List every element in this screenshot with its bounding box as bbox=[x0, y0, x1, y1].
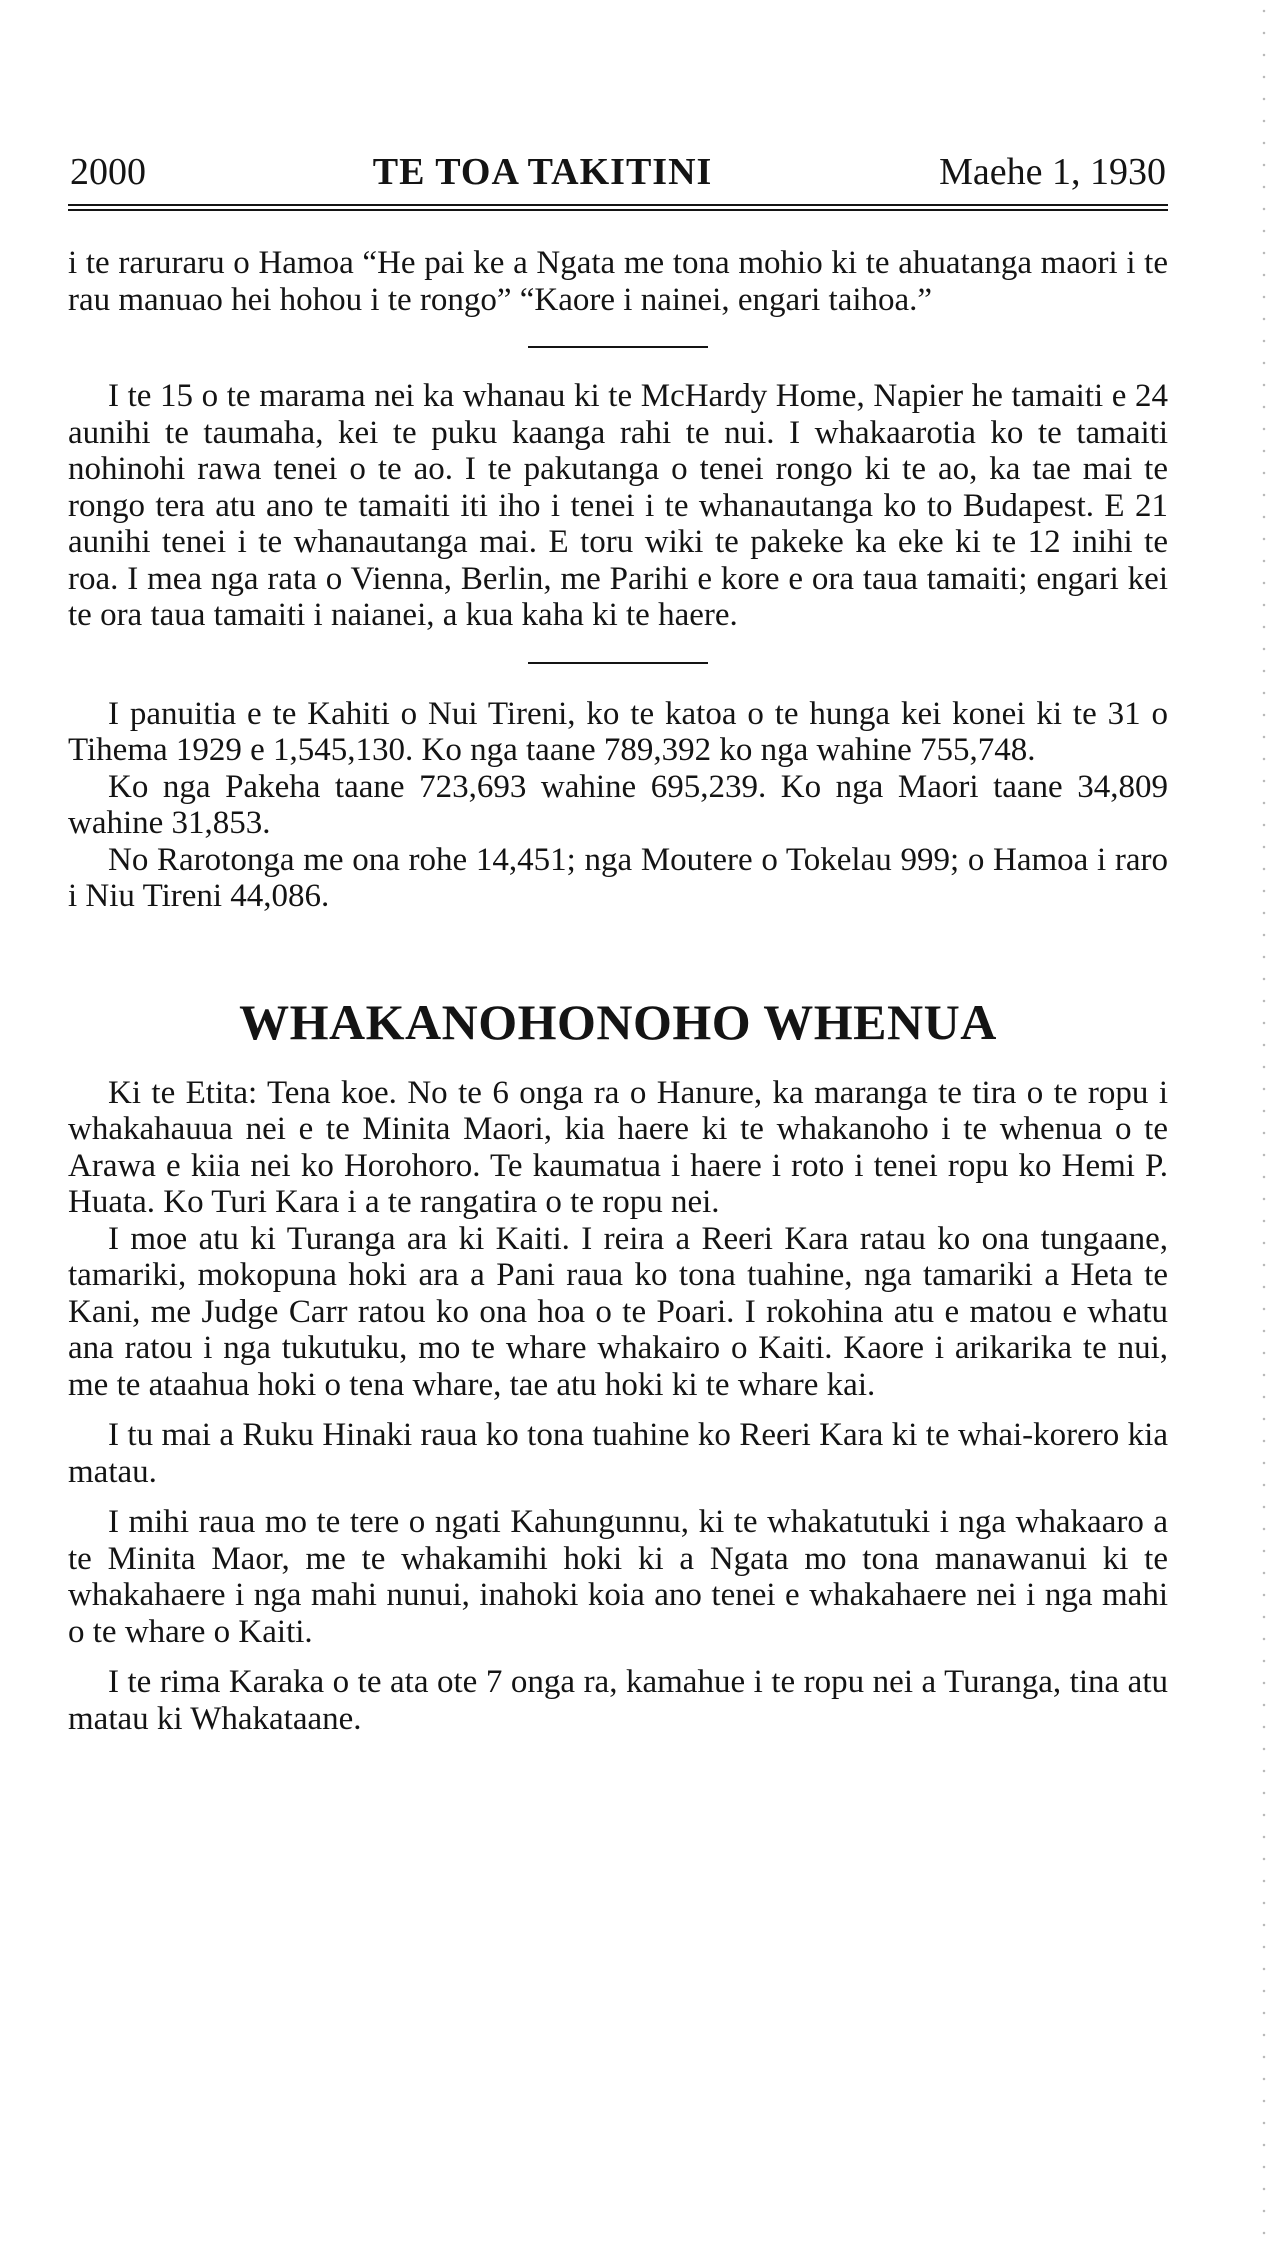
article-paragraph: I moe atu ki Turanga ara ki Kaiti. I reira a Reeri Kara ratau ko ona tungaane, tamariki, mokopuna hoki ara a Pani raua ko tona tuahine, nga tamariki a Heta te Kani, me Judge Carr ratou ko ona hoa o te Poari. I rokohina atu e matou e whatu ana ratou i nga tukutuku, mo te whare whakairo o Kaiti. Kaore i arikarika te nui, me te ataahua hoki o tena whare, tae atu hoki ki te whare kai. bbox=[68, 1220, 1168, 1403]
section-divider bbox=[528, 662, 708, 664]
page-header bbox=[68, 150, 1168, 204]
article-paragraph: Ki te Etita: Tena koe. No te 6 onga ra o Hanure, ka maranga te tira o te ropu i whakahauua nei e te Minita Maori, kia haere ki te whakanoho i te whenua o te Arawa e kiia nei ko Horohoro. Te kaumatua i haere i roto i tenei ropu ko Hemi P. Huata. Ko Turi Kara i a te rangatira o te ropu nei. bbox=[68, 1074, 1168, 1220]
issue-date: Maehe 1, 1930 bbox=[939, 151, 1166, 193]
section-divider bbox=[528, 346, 708, 348]
page-edge-dots bbox=[1262, 0, 1266, 2247]
page-number: 2000 bbox=[70, 151, 146, 193]
article-paragraph: I tu mai a Ruku Hinaki raua ko tona tuahine ko Reeri Kara ki te whai-korero kia matau. bbox=[68, 1417, 1168, 1490]
article-paragraph: I mihi raua mo te tere o ngati Kahungunnu, ki te whakatutuki i nga whakaaro a te Minita Maor, me te whakamihi hoki ki a Ngata mo tona manawanui ki te whakahaere i nga mahi nunui, inahoki koia ano tenei e whakahaere nei i nga mahi o te whare o Kaiti. bbox=[68, 1504, 1168, 1650]
census-paragraph-total: I panuitia e te Kahiti o Nui Tireni, ko te katoa o te hunga kei konei ki te 31 o Tihema 1929 e 1,545,130. Ko nga taane 789,392 ko nga wahine 755,748. bbox=[68, 695, 1168, 768]
publication-title: TE TOA TAKITINI bbox=[372, 151, 713, 193]
news-paragraph-birth: I te 15 o te marama nei ka whanau ki te McHardy Home, Napier he tamaiti e 24 aunihi te taumaha, kei te puku kaanga rahi te nui. I whakaarotia ko te tamaiti nohinohi rawa tenei o te ao. I te pakutanga o tenei rongo ki te ao, ka tae mai te rongo tera atu ano te tamaiti iti iho i tenei i te whanautanga ko to Budapest. E 21 aunihi tenei i te whanautanga mai. E toru wiki te pakeke ka eke ki te 12 inihi te roa. I mea nga rata o Vienna, Berlin, me Parihi e kore e ora taua tamaiti; engari kei te ora taua tamaiti i naianei, a kua kaha ki te haere. bbox=[68, 378, 1168, 633]
census-paragraph-pakeha-maori: Ko nga Pakeha taane 723,693 wahine 695,239. Ko nga Maori taane 34,809 wahine 31,853. bbox=[68, 768, 1168, 841]
continued-paragraph: i te raruraru o Hamoa “He pai ke a Ngata me tona mohio ki te ahuatanga maori i te rau manuao hei hohou i te rongo” “Kaore i nainei, engari taihoa.” bbox=[68, 245, 1168, 318]
article-heading: WHAKANOHONOHO WHENUA bbox=[239, 993, 997, 1050]
article-paragraph: I te rima Karaka o te ata ote 7 onga ra, kamahue i te ropu nei a Turanga, tina atu matau ki Whakataane. bbox=[68, 1664, 1168, 1737]
newspaper-page bbox=[68, 150, 1168, 1737]
header-double-rule bbox=[68, 204, 1168, 211]
census-paragraph-islands: No Rarotonga me ona rohe 14,451; nga Moutere o Tokelau 999; o Hamoa i raro i Niu Tireni 44,086. bbox=[68, 841, 1168, 914]
